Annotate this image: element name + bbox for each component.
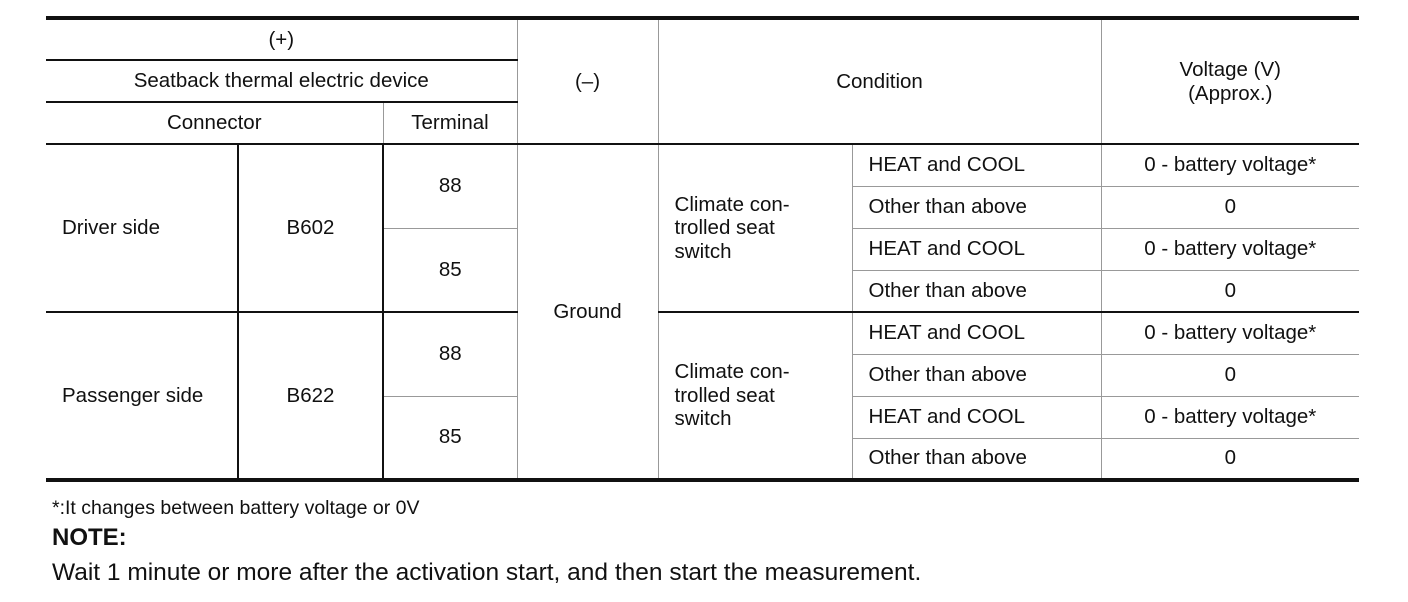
voltage-value: 0 <box>1101 270 1359 312</box>
state-other: Other than above <box>852 354 1101 396</box>
connector-id: B602 <box>238 144 383 312</box>
terminal-number: 88 <box>383 144 517 228</box>
state-other: Other than above <box>852 270 1101 312</box>
minus-header: (–) <box>517 18 658 144</box>
side-label: Passenger side <box>46 312 238 480</box>
note-title: NOTE: <box>52 524 127 551</box>
voltage-inspection-table <box>46 16 1359 482</box>
ground-cell: Ground <box>517 144 658 480</box>
voltage-value: 0 - battery voltage* <box>1101 312 1359 354</box>
state-heat-cool: HEAT and COOL <box>852 228 1101 270</box>
note-body: Wait 1 minute or more after the activation start, and then start the measurement. <box>52 559 922 586</box>
state-heat-cool: HEAT and COOL <box>852 396 1101 438</box>
condition-switch: Climate con- trolled seat switch <box>658 312 852 480</box>
side-label: Driver side <box>46 144 238 312</box>
terminal-header: Terminal <box>383 102 517 144</box>
voltage-value: 0 - battery voltage* <box>1101 228 1359 270</box>
plus-header: (+) <box>46 18 517 60</box>
terminal-number: 88 <box>383 312 517 396</box>
voltage-header-unit: Voltage (V) <box>1179 57 1281 81</box>
voltage-value: 0 <box>1101 354 1359 396</box>
terminal-number: 85 <box>383 228 517 312</box>
voltage-value: 0 - battery voltage* <box>1101 144 1359 186</box>
terminal-number: 85 <box>383 396 517 480</box>
condition-header: Condition <box>658 18 1101 144</box>
state-heat-cool: HEAT and COOL <box>852 144 1101 186</box>
voltage-value: 0 <box>1101 186 1359 228</box>
state-heat-cool: HEAT and COOL <box>852 312 1101 354</box>
state-other: Other than above <box>852 438 1101 480</box>
voltage-header-approx: (Approx.) <box>1188 81 1273 105</box>
connector-id: B622 <box>238 312 383 480</box>
footnote: *:It changes between battery voltage or 0V <box>52 497 420 519</box>
voltage-header <box>1101 18 1359 144</box>
state-other: Other than above <box>852 186 1101 228</box>
device-header: Seatback thermal electric device <box>46 60 517 102</box>
condition-switch: Climate con- trolled seat switch <box>658 144 852 312</box>
voltage-value: 0 - battery voltage* <box>1101 396 1359 438</box>
voltage-value: 0 <box>1101 438 1359 480</box>
connector-header: Connector <box>46 102 383 144</box>
